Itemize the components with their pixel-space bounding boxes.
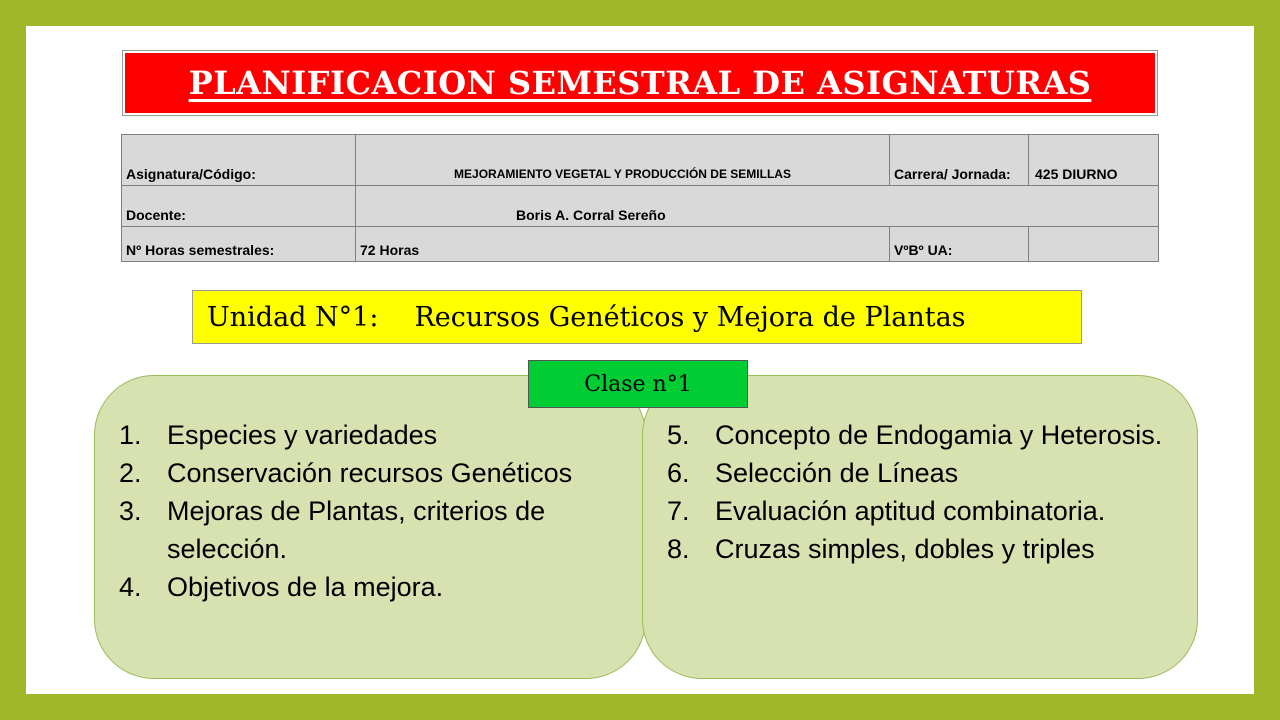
title-banner <box>122 50 1158 116</box>
docente-name: Boris A. Corral Sereño <box>516 207 666 223</box>
page-title: PLANIFICACION SEMESTRAL DE ASIGNATURAS <box>188 64 1092 102</box>
vobo-value <box>1029 227 1159 262</box>
horas-value: 72 Horas <box>356 227 890 262</box>
right-topics-panel <box>642 375 1198 679</box>
course-info-table <box>121 134 1159 262</box>
docente-label: Docente: <box>122 186 356 227</box>
list-item: 2. Conservación recursos Genéticos <box>119 458 573 488</box>
left-topics-list <box>119 416 619 606</box>
right-topics-list <box>667 416 1177 568</box>
docente-value <box>356 186 1159 227</box>
unit-label: Unidad N°1: <box>207 301 379 333</box>
left-topics-panel <box>94 375 646 679</box>
asignatura-value: MEJORAMIENTO VEGETAL Y PRODUCCIÓN DE SEMILLAS <box>356 135 890 186</box>
horas-label: Nº Horas semestrales: <box>122 227 356 262</box>
list-item: 7. Evaluación aptitud combinatoria. <box>667 496 1106 526</box>
carrera-label: Carrera/ Jornada: <box>890 135 1029 186</box>
list-item: 6. Selección de Líneas <box>667 458 959 488</box>
list-item: 1. Especies y variedades <box>119 420 438 450</box>
class-badge: Clase n°1 <box>528 360 748 408</box>
asignatura-label: Asignatura/Código: <box>122 135 356 186</box>
list-item: 5. Concepto de Endogamia y Heterosis. <box>667 420 1163 450</box>
list-item: 3. Mejoras de Plantas, criterios de selección. <box>119 496 546 564</box>
vobo-label: VºBº UA: <box>890 227 1029 262</box>
unit-banner <box>192 290 1082 344</box>
list-item: 4. Objetivos de la mejora. <box>119 572 444 602</box>
list-item: 8. Cruzas simples, dobles y triples <box>667 534 1095 564</box>
slide <box>26 26 1254 694</box>
carrera-value: 425 DIURNO <box>1029 135 1159 186</box>
unit-name: Recursos Genéticos y Mejora de Plantas <box>414 301 966 333</box>
